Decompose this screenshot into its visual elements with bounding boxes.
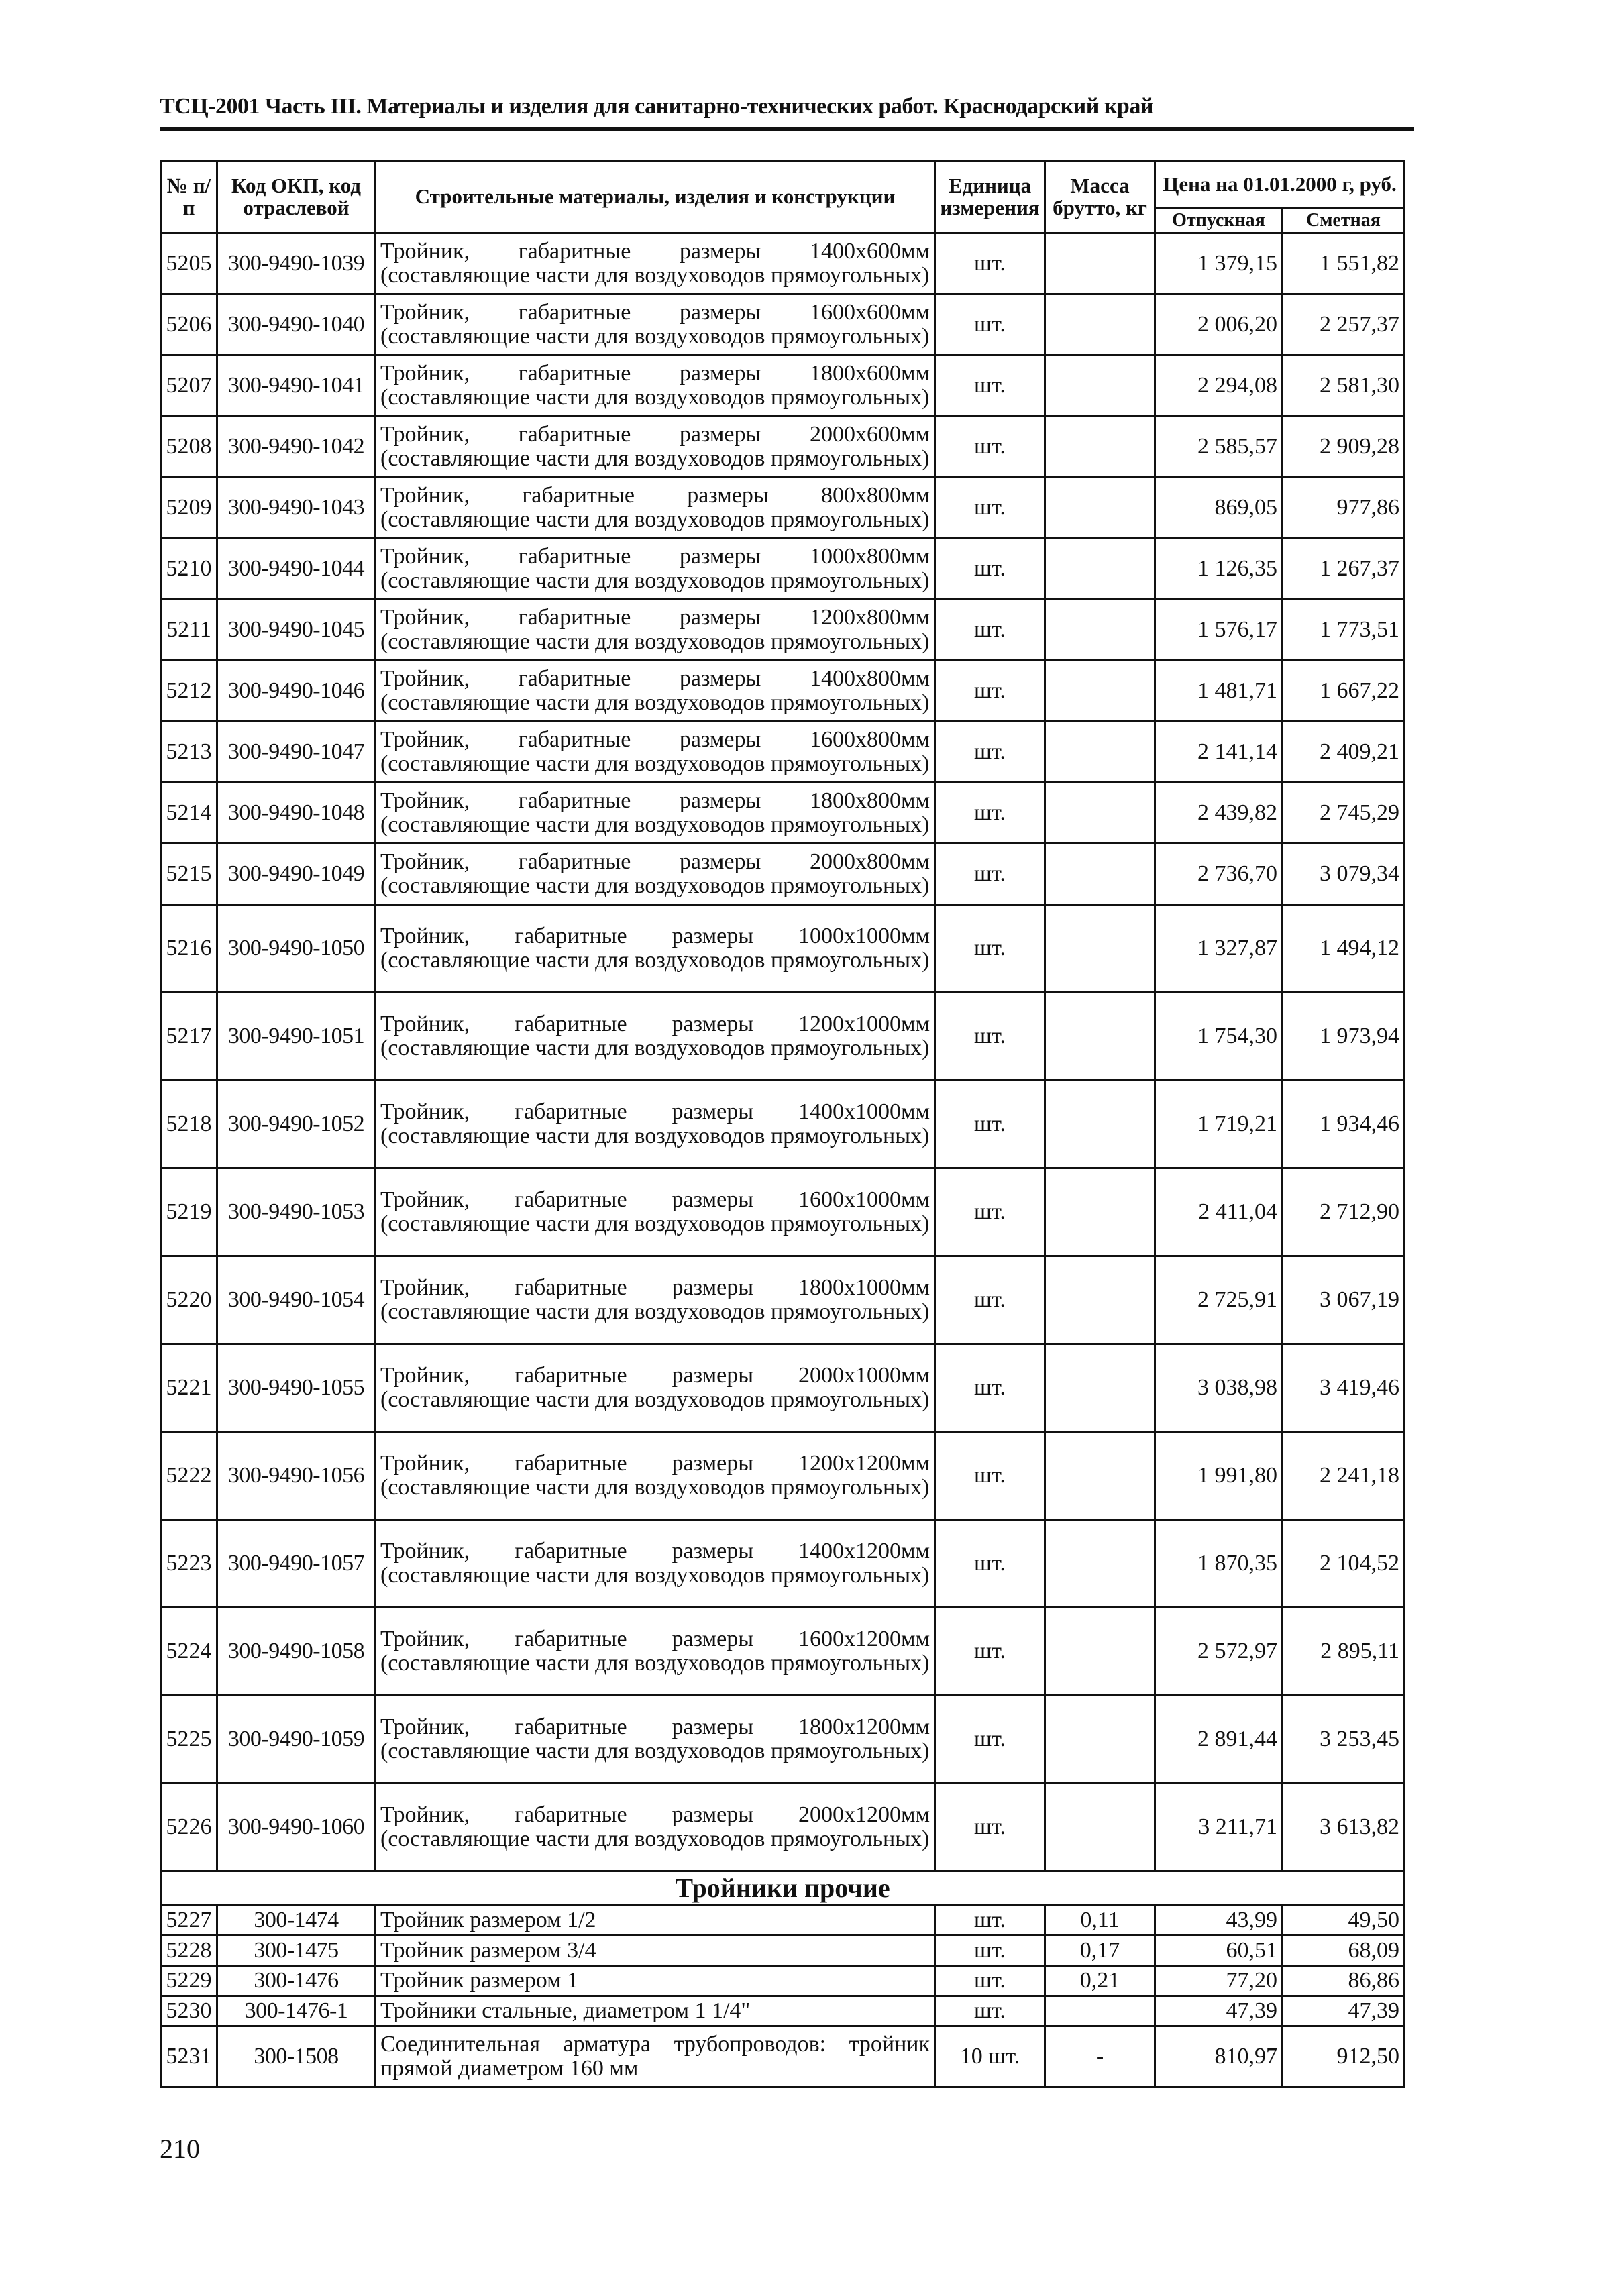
cell-name: Тройник, габаритные размеры 1200х1000мм (составляющие части для воздуховодов прямоугольных) [376, 993, 935, 1081]
cell-code: 300-9490-1059 [217, 1696, 376, 1784]
cell-mass: - [1045, 2026, 1155, 2087]
table-row [161, 1081, 1405, 1168]
table-row [161, 1996, 1405, 2026]
table-row [161, 539, 1405, 600]
cell-code: 300-9490-1054 [217, 1256, 376, 1344]
cell-num: 5231 [161, 2026, 217, 2087]
cell-name: Тройник, габаритные размеры 1800х1000мм (составляющие части для воздуховодов прямоугольных) [376, 1256, 935, 1344]
cell-num: 5224 [161, 1608, 217, 1696]
cell-mass [1045, 539, 1155, 600]
cell-price-estimate: 912,50 [1283, 2026, 1405, 2087]
cell-price-estimate: 2 104,52 [1283, 1520, 1405, 1608]
cell-unit: шт. [935, 1696, 1045, 1784]
table-row [161, 844, 1405, 905]
cell-unit: шт. [935, 478, 1045, 539]
cell-price-estimate: 47,39 [1283, 1996, 1405, 2026]
cell-num: 5226 [161, 1784, 217, 1871]
cell-price-estimate: 977,86 [1283, 478, 1405, 539]
cell-name: Тройник, габаритные размеры 1400х1200мм (составляющие части для воздуховодов прямоугольных) [376, 1520, 935, 1608]
cell-unit: шт. [935, 539, 1045, 600]
cell-code: 300-9490-1048 [217, 783, 376, 844]
cell-price-estimate: 1 973,94 [1283, 993, 1405, 1081]
cell-unit: шт. [935, 1906, 1045, 1936]
table-row [161, 1344, 1405, 1432]
cell-unit: шт. [935, 722, 1045, 783]
cell-code: 300-9490-1044 [217, 539, 376, 600]
cell-price-release: 2 725,91 [1155, 1256, 1283, 1344]
cell-price-estimate: 3 253,45 [1283, 1696, 1405, 1784]
cell-num: 5215 [161, 844, 217, 905]
cell-num: 5214 [161, 783, 217, 844]
cell-price-estimate: 3 419,46 [1283, 1344, 1405, 1432]
cell-price-estimate: 3 613,82 [1283, 1784, 1405, 1871]
cell-num: 5222 [161, 1432, 217, 1520]
cell-mass [1045, 600, 1155, 661]
table-section [161, 1871, 1405, 1906]
page-number: 210 [160, 2134, 200, 2164]
cell-mass [1045, 844, 1155, 905]
table-row [161, 233, 1405, 294]
cell-price-release: 2 006,20 [1155, 294, 1283, 356]
section-row [161, 1871, 1405, 1906]
cell-price-estimate: 86,86 [1283, 1966, 1405, 1996]
cell-mass [1045, 783, 1155, 844]
cell-price-release: 1 379,15 [1155, 233, 1283, 294]
table-row [161, 1608, 1405, 1696]
cell-name: Тройник, габаритные размеры 1800х600мм (составляющие части для воздуховодов прямоугольных) [376, 356, 935, 417]
cell-num: 5209 [161, 478, 217, 539]
cell-unit: шт. [935, 1432, 1045, 1520]
cell-price-release: 77,20 [1155, 1966, 1283, 1996]
table-row [161, 1784, 1405, 1871]
cell-mass [1045, 1996, 1155, 2026]
cell-num: 5216 [161, 905, 217, 993]
cell-unit: шт. [935, 1608, 1045, 1696]
cell-mass [1045, 1256, 1155, 1344]
column-header-name: Строительные материалы, изделия и конструкции [376, 161, 935, 233]
cell-num: 5229 [161, 1966, 217, 1996]
table-row [161, 1520, 1405, 1608]
cell-num: 5213 [161, 722, 217, 783]
cell-unit: шт. [935, 1936, 1045, 1966]
column-header-price-release: Отпускная [1155, 209, 1283, 233]
cell-price-release: 47,39 [1155, 1996, 1283, 2026]
cell-price-estimate: 2 409,21 [1283, 722, 1405, 783]
cell-code: 300-9490-1051 [217, 993, 376, 1081]
cell-num: 5227 [161, 1906, 217, 1936]
cell-mass [1045, 722, 1155, 783]
cell-price-release: 1 991,80 [1155, 1432, 1283, 1520]
cell-price-estimate: 1 494,12 [1283, 905, 1405, 993]
cell-price-estimate: 1 667,22 [1283, 661, 1405, 722]
cell-price-estimate: 2 745,29 [1283, 783, 1405, 844]
cell-num: 5206 [161, 294, 217, 356]
cell-num: 5212 [161, 661, 217, 722]
column-header-price-group: Цена на 01.01.2000 г, руб. [1155, 161, 1405, 209]
cell-code: 300-1476 [217, 1966, 376, 1996]
table-row [161, 993, 1405, 1081]
cell-mass [1045, 1168, 1155, 1256]
cell-num: 5207 [161, 356, 217, 417]
cell-name: Тройник, габаритные размеры 1800х800мм (составляющие части для воздуховодов прямоугольных) [376, 783, 935, 844]
cell-mass: 0,11 [1045, 1906, 1155, 1936]
cell-price-estimate: 2 712,90 [1283, 1168, 1405, 1256]
column-header-unit: Единица измерения [935, 161, 1045, 233]
cell-mass [1045, 1344, 1155, 1432]
cell-code: 300-9490-1042 [217, 417, 376, 478]
cell-num: 5230 [161, 1996, 217, 2026]
page-header: ТСЦ-2001 Часть III. Материалы и изделия для санитарно-технических работ. Краснодарский край [160, 94, 1153, 119]
cell-mass [1045, 1696, 1155, 1784]
cell-name: Тройник, габаритные размеры 1600х600мм (составляющие части для воздуховодов прямоугольных) [376, 294, 935, 356]
cell-code: 300-9490-1049 [217, 844, 376, 905]
cell-name: Тройник, габаритные размеры 2000х800мм (составляющие части для воздуховодов прямоугольных) [376, 844, 935, 905]
cell-price-release: 1 754,30 [1155, 993, 1283, 1081]
table-row [161, 1936, 1405, 1966]
cell-code: 300-9490-1041 [217, 356, 376, 417]
cell-unit: шт. [935, 233, 1045, 294]
cell-code: 300-9490-1050 [217, 905, 376, 993]
cell-price-release: 1 870,35 [1155, 1520, 1283, 1608]
cell-code: 300-9490-1058 [217, 1608, 376, 1696]
cell-name: Тройник, габаритные размеры 1800х1200мм (составляющие части для воздуховодов прямоугольных) [376, 1696, 935, 1784]
table-row [161, 356, 1405, 417]
cell-mass: 0,21 [1045, 1966, 1155, 1996]
cell-name: Тройник, габаритные размеры 1400х800мм (составляющие части для воздуховодов прямоугольных) [376, 661, 935, 722]
cell-mass [1045, 1081, 1155, 1168]
cell-price-release: 1 576,17 [1155, 600, 1283, 661]
cell-name: Тройник размером 1/2 [376, 1906, 935, 1936]
cell-mass [1045, 1784, 1155, 1871]
cell-num: 5217 [161, 993, 217, 1081]
cell-code: 300-1474 [217, 1906, 376, 1936]
cell-mass [1045, 1432, 1155, 1520]
table-row [161, 2026, 1405, 2087]
cell-num: 5218 [161, 1081, 217, 1168]
cell-num: 5219 [161, 1168, 217, 1256]
cell-name: Тройник, габаритные размеры 2000х1000мм (составляющие части для воздуховодов прямоугольных) [376, 1344, 935, 1432]
cell-price-release: 60,51 [1155, 1936, 1283, 1966]
column-header-num: № п/п [161, 161, 217, 233]
cell-price-release: 2 736,70 [1155, 844, 1283, 905]
cell-unit: шт. [935, 294, 1045, 356]
cell-name: Тройник, габаритные размеры 1600х800мм (составляющие части для воздуховодов прямоугольных) [376, 722, 935, 783]
table-row [161, 783, 1405, 844]
table-row [161, 600, 1405, 661]
cell-mass [1045, 417, 1155, 478]
cell-name: Тройник, габаритные размеры 1600х1000мм (составляющие части для воздуховодов прямоугольных) [376, 1168, 935, 1256]
cell-price-estimate: 2 581,30 [1283, 356, 1405, 417]
cell-code: 300-9490-1055 [217, 1344, 376, 1432]
cell-mass [1045, 993, 1155, 1081]
cell-price-estimate: 2 895,11 [1283, 1608, 1405, 1696]
cell-price-release: 1 719,21 [1155, 1081, 1283, 1168]
cell-price-release: 43,99 [1155, 1906, 1283, 1936]
cell-name: Тройники стальные, диаметром 1 1/4" [376, 1996, 935, 2026]
cell-unit: шт. [935, 1256, 1045, 1344]
cell-name: Тройник, габаритные размеры 1000х1000мм (составляющие части для воздуховодов прямоугольных) [376, 905, 935, 993]
cell-code: 300-9490-1047 [217, 722, 376, 783]
cell-name: Тройник размером 1 [376, 1966, 935, 1996]
cell-price-estimate: 49,50 [1283, 1906, 1405, 1936]
cell-num: 5210 [161, 539, 217, 600]
cell-name: Тройник, габаритные размеры 2000х600мм (составляющие части для воздуховодов прямоугольных) [376, 417, 935, 478]
cell-name: Тройник, габаритные размеры 1000х800мм (составляющие части для воздуховодов прямоугольных) [376, 539, 935, 600]
cell-name: Тройник, габаритные размеры 1600х1200мм (составляющие части для воздуховодов прямоугольных) [376, 1608, 935, 1696]
cell-num: 5208 [161, 417, 217, 478]
table-row [161, 1696, 1405, 1784]
cell-mass: 0,17 [1045, 1936, 1155, 1966]
cell-price-estimate: 2 909,28 [1283, 417, 1405, 478]
cell-num: 5225 [161, 1696, 217, 1784]
cell-price-release: 810,97 [1155, 2026, 1283, 2087]
cell-unit: шт. [935, 1520, 1045, 1608]
cell-code: 300-9490-1057 [217, 1520, 376, 1608]
cell-name: Соединительная арматура трубопроводов: тройник прямой диаметром 160 мм [376, 2026, 935, 2087]
cell-num: 5228 [161, 1936, 217, 1966]
cell-mass [1045, 356, 1155, 417]
cell-unit: шт. [935, 1966, 1045, 1996]
cell-unit: шт. [935, 1344, 1045, 1432]
cell-code: 300-9490-1060 [217, 1784, 376, 1871]
cell-unit: шт. [935, 905, 1045, 993]
cell-code: 300-1476-1 [217, 1996, 376, 2026]
cell-unit: шт. [935, 783, 1045, 844]
table-row [161, 1906, 1405, 1936]
cell-price-estimate: 68,09 [1283, 1936, 1405, 1966]
table-row [161, 1256, 1405, 1344]
cell-price-release: 869,05 [1155, 478, 1283, 539]
cell-price-release: 2 411,04 [1155, 1168, 1283, 1256]
cell-mass [1045, 905, 1155, 993]
cell-code: 300-1508 [217, 2026, 376, 2087]
cell-price-release: 1 327,87 [1155, 905, 1283, 993]
table-row [161, 417, 1405, 478]
cell-unit: шт. [935, 356, 1045, 417]
cell-code: 300-1475 [217, 1936, 376, 1966]
cell-code: 300-9490-1046 [217, 661, 376, 722]
cell-unit: шт. [935, 661, 1045, 722]
cell-unit: шт. [935, 844, 1045, 905]
cell-price-release: 1 126,35 [1155, 539, 1283, 600]
price-table [160, 160, 1405, 2088]
cell-price-release: 2 439,82 [1155, 783, 1283, 844]
cell-unit: шт. [935, 993, 1045, 1081]
cell-price-estimate: 3 067,19 [1283, 1256, 1405, 1344]
column-header-price-estimate: Сметная [1283, 209, 1405, 233]
table-row [161, 1432, 1405, 1520]
cell-mass [1045, 294, 1155, 356]
table-row [161, 722, 1405, 783]
table-row [161, 1168, 1405, 1256]
cell-unit: шт. [935, 600, 1045, 661]
cell-unit: 10 шт. [935, 2026, 1045, 2087]
cell-price-estimate: 1 551,82 [1283, 233, 1405, 294]
cell-price-estimate: 2 257,37 [1283, 294, 1405, 356]
cell-num: 5211 [161, 600, 217, 661]
cell-unit: шт. [935, 1168, 1045, 1256]
table-row [161, 661, 1405, 722]
cell-price-estimate: 1 267,37 [1283, 539, 1405, 600]
cell-name: Тройник, габаритные размеры 1400х1000мм (составляющие части для воздуховодов прямоугольных) [376, 1081, 935, 1168]
cell-unit: шт. [935, 1784, 1045, 1871]
cell-code: 300-9490-1045 [217, 600, 376, 661]
cell-code: 300-9490-1040 [217, 294, 376, 356]
cell-code: 300-9490-1056 [217, 1432, 376, 1520]
cell-price-release: 2 572,97 [1155, 1608, 1283, 1696]
header-rule [160, 127, 1414, 131]
cell-num: 5221 [161, 1344, 217, 1432]
cell-price-estimate: 1 934,46 [1283, 1081, 1405, 1168]
cell-num: 5223 [161, 1520, 217, 1608]
cell-mass [1045, 661, 1155, 722]
table-row [161, 1966, 1405, 1996]
cell-code: 300-9490-1052 [217, 1081, 376, 1168]
cell-code: 300-9490-1039 [217, 233, 376, 294]
cell-mass [1045, 1608, 1155, 1696]
cell-price-release: 3 211,71 [1155, 1784, 1283, 1871]
cell-name: Тройник, габаритные размеры 1400х600мм (составляющие части для воздуховодов прямоугольных) [376, 233, 935, 294]
cell-mass [1045, 478, 1155, 539]
column-header-mass: Масса брутто, кг [1045, 161, 1155, 233]
table-body-other [161, 1906, 1405, 2087]
cell-mass [1045, 1520, 1155, 1608]
cell-price-release: 1 481,71 [1155, 661, 1283, 722]
cell-unit: шт. [935, 1996, 1045, 2026]
cell-name: Тройник размером 3/4 [376, 1936, 935, 1966]
cell-code: 300-9490-1043 [217, 478, 376, 539]
cell-unit: шт. [935, 1081, 1045, 1168]
table-row [161, 294, 1405, 356]
table-row [161, 905, 1405, 993]
cell-name: Тройник, габаритные размеры 1200х1200мм (составляющие части для воздуховодов прямоугольных) [376, 1432, 935, 1520]
cell-name: Тройник, габаритные размеры 1200х800мм (составляющие части для воздуховодов прямоугольных) [376, 600, 935, 661]
cell-mass [1045, 233, 1155, 294]
cell-code: 300-9490-1053 [217, 1168, 376, 1256]
table-row [161, 478, 1405, 539]
cell-num: 5205 [161, 233, 217, 294]
cell-price-estimate: 3 079,34 [1283, 844, 1405, 905]
section-title: Тройники прочие [161, 1871, 1405, 1906]
cell-unit: шт. [935, 417, 1045, 478]
column-header-code: Код ОКП, код отраслевой [217, 161, 376, 233]
table-body-main [161, 233, 1405, 1871]
cell-price-release: 2 891,44 [1155, 1696, 1283, 1784]
cell-num: 5220 [161, 1256, 217, 1344]
cell-price-release: 2 294,08 [1155, 356, 1283, 417]
cell-price-estimate: 2 241,18 [1283, 1432, 1405, 1520]
cell-price-estimate: 1 773,51 [1283, 600, 1405, 661]
cell-price-release: 2 141,14 [1155, 722, 1283, 783]
cell-price-release: 2 585,57 [1155, 417, 1283, 478]
cell-price-release: 3 038,98 [1155, 1344, 1283, 1432]
cell-name: Тройник, габаритные размеры 2000х1200мм (составляющие части для воздуховодов прямоугольных) [376, 1784, 935, 1871]
cell-name: Тройник, габаритные размеры 800х800мм (составляющие части для воздуховодов прямоугольных) [376, 478, 935, 539]
